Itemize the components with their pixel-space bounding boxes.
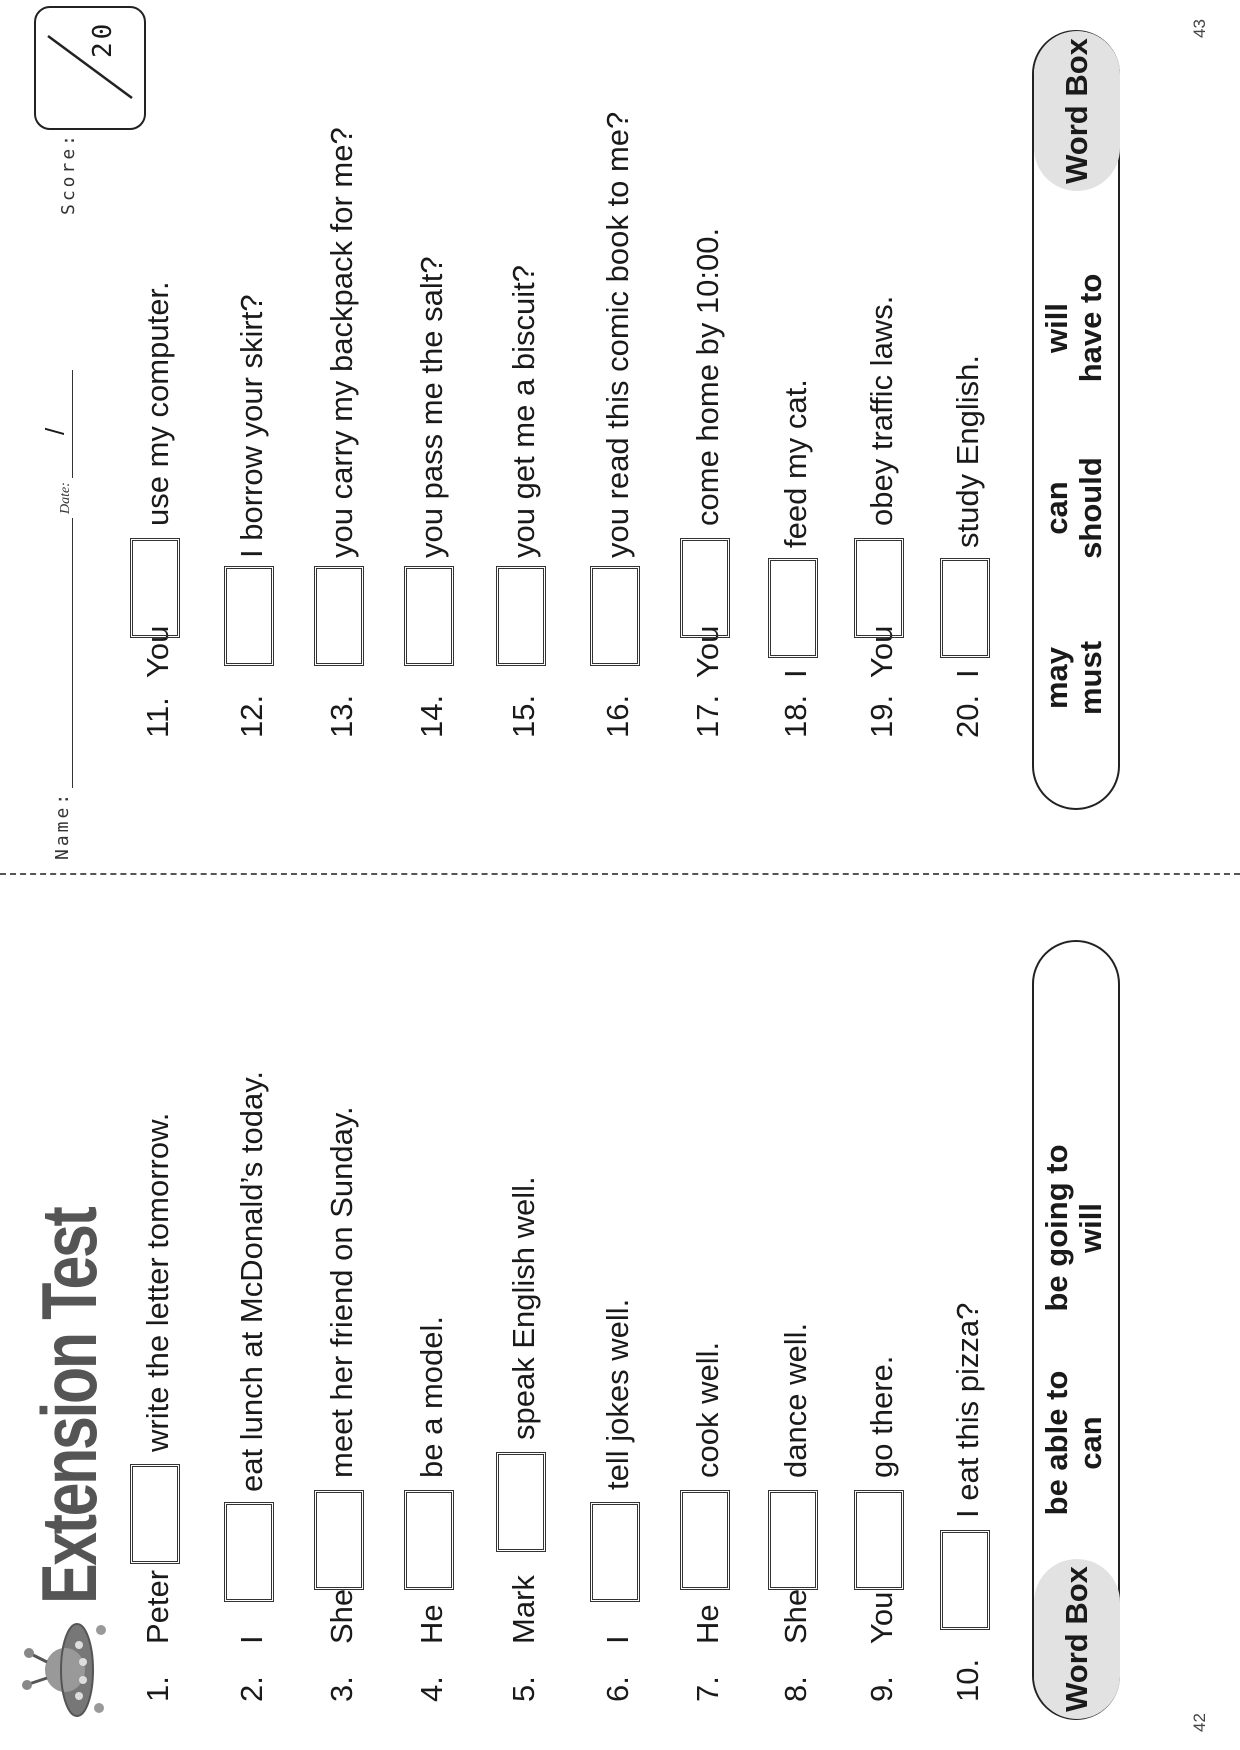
score-total: 20 [88, 20, 118, 58]
word-box-col1 [1040, 1343, 1108, 1543]
question-number: 5. [506, 1676, 541, 1702]
word-box-right [1032, 30, 1120, 810]
word-option: may [1039, 646, 1074, 710]
question-rest: you read this comic book to me? [600, 111, 635, 558]
answer-box[interactable] [404, 566, 454, 666]
question-15 [494, 18, 566, 738]
question-rest: you get me a biscuit? [506, 265, 541, 558]
question-rest: tell jokes well. [600, 1298, 635, 1490]
question-10 [938, 892, 1010, 1702]
answer-box[interactable] [768, 1490, 818, 1590]
question-number: 18. [778, 694, 813, 738]
question-rest: speak English well. [506, 1176, 541, 1440]
score-label: Score: [58, 131, 79, 215]
question-5 [494, 892, 566, 1702]
word-box-col3 [1040, 228, 1108, 428]
question-subject: Mark [506, 1575, 541, 1644]
question-rest: feed my cat. [778, 379, 813, 548]
question-rest: come home by 10:00. [690, 227, 725, 526]
question-number: 8. [778, 1676, 813, 1702]
name-label: Name: [52, 790, 73, 860]
question-subject: He [690, 1604, 725, 1644]
word-box-left [1032, 940, 1120, 1720]
question-rest: you carry my backpack for me? [324, 127, 359, 558]
answer-box[interactable] [590, 566, 640, 666]
answer-box[interactable] [940, 558, 990, 658]
page-title: Extension Test [24, 1208, 113, 1604]
question-number: 17. [690, 694, 725, 738]
word-option: be going to [1039, 1144, 1074, 1312]
answer-box[interactable] [496, 1452, 546, 1552]
question-17 [678, 18, 750, 738]
answer-box[interactable] [314, 1490, 364, 1590]
question-rest: you pass me the salt? [414, 256, 449, 558]
question-number: 6. [600, 1676, 635, 1702]
question-rest: use my computer. [140, 281, 175, 526]
question-subject: You [864, 625, 899, 678]
question-rest: I borrow your skirt? [234, 294, 269, 558]
question-number: 9. [864, 1676, 899, 1702]
answer-box[interactable] [404, 1490, 454, 1590]
answer-box[interactable] [130, 538, 180, 638]
question-subject: You [140, 625, 175, 678]
question-18 [766, 18, 838, 738]
question-subject: He [414, 1604, 449, 1644]
word-option: can [1073, 1416, 1108, 1470]
answer-box[interactable] [680, 1490, 730, 1590]
title-block [14, 1097, 124, 1720]
word-option: can [1039, 481, 1074, 535]
question-4 [402, 892, 474, 1702]
word-option: must [1073, 640, 1108, 716]
answer-box[interactable] [496, 566, 546, 666]
question-2 [222, 892, 294, 1702]
question-subject: She [778, 1588, 813, 1644]
question-subject: Peter [140, 1569, 175, 1644]
answer-box[interactable] [590, 1502, 640, 1602]
answer-box[interactable] [854, 538, 904, 638]
answer-box[interactable] [130, 1464, 180, 1564]
word-box-label: Word Box [1034, 1559, 1120, 1719]
question-9 [852, 892, 924, 1702]
question-13 [312, 18, 384, 738]
question-8 [766, 892, 838, 1702]
question-number: 16. [600, 694, 635, 738]
question-number: 7. [690, 1676, 725, 1702]
word-option: will [1073, 1203, 1108, 1253]
ufo-alien-icon [19, 1620, 119, 1720]
answer-box[interactable] [854, 1490, 904, 1590]
question-rest: write the letter tomorrow. [140, 1112, 175, 1452]
question-1 [128, 892, 200, 1702]
question-number: 13. [324, 694, 359, 738]
question-19 [852, 18, 924, 738]
fold-dashed-line [0, 873, 1240, 875]
question-number: 12. [234, 694, 269, 738]
question-number: 20. [950, 694, 985, 738]
question-number: 15. [506, 694, 541, 738]
answer-box[interactable] [224, 1502, 274, 1602]
word-box-col1 [1040, 608, 1108, 748]
question-number: 14. [414, 694, 449, 738]
word-option: should [1073, 457, 1108, 559]
question-rest: be a model. [414, 1316, 449, 1478]
question-rest: go there. [864, 1355, 899, 1478]
question-number: 19. [864, 694, 899, 738]
question-number: 2. [234, 1676, 269, 1702]
question-number: 1. [140, 1676, 175, 1702]
question-number: 11. [140, 697, 175, 738]
answer-box[interactable] [940, 1530, 990, 1630]
word-option: be able to [1039, 1370, 1074, 1516]
question-20 [938, 18, 1010, 738]
question-subject: She [324, 1588, 359, 1644]
word-box-col2 [1040, 1118, 1108, 1338]
date-slash: / [40, 427, 70, 435]
question-number: 4. [414, 1676, 449, 1702]
question-rest: study English. [950, 355, 985, 548]
date-field[interactable] [72, 370, 73, 478]
question-subject: You [690, 625, 725, 678]
question-subject: I [778, 669, 813, 678]
question-14 [402, 18, 474, 738]
question-11 [128, 18, 200, 738]
word-box-label: Word Box [1034, 31, 1120, 191]
question-rest: obey traffic laws. [864, 295, 899, 526]
word-box-col2 [1040, 418, 1108, 598]
question-rest: meet her friend on Sunday. [324, 1106, 359, 1478]
page-number-left: 42 [1190, 1713, 1209, 1732]
question-12 [222, 18, 294, 738]
question-rest: I eat this pizza? [950, 1302, 985, 1518]
answer-box[interactable] [314, 566, 364, 666]
word-option: have to [1073, 273, 1108, 383]
question-number: 3. [324, 1676, 359, 1702]
answer-box[interactable] [224, 566, 274, 666]
question-rest: cook well. [690, 1341, 725, 1478]
question-rest: dance well. [778, 1322, 813, 1478]
date-label: Date: [58, 482, 73, 514]
question-subject: I [234, 1635, 269, 1644]
question-subject: I [950, 669, 985, 678]
answer-box[interactable] [768, 558, 818, 658]
question-number: 10. [950, 1658, 985, 1702]
page-number-right: 43 [1190, 19, 1209, 38]
name-field[interactable] [72, 518, 73, 788]
question-rest: eat lunch at McDonald’s today. [234, 1070, 269, 1492]
question-subject: You [864, 1591, 899, 1644]
question-6 [588, 892, 660, 1702]
question-7 [678, 892, 750, 1702]
word-option: will [1039, 303, 1074, 353]
answer-box[interactable] [680, 538, 730, 638]
question-subject: I [600, 1635, 635, 1644]
question-16 [588, 18, 660, 738]
question-3 [312, 892, 384, 1702]
